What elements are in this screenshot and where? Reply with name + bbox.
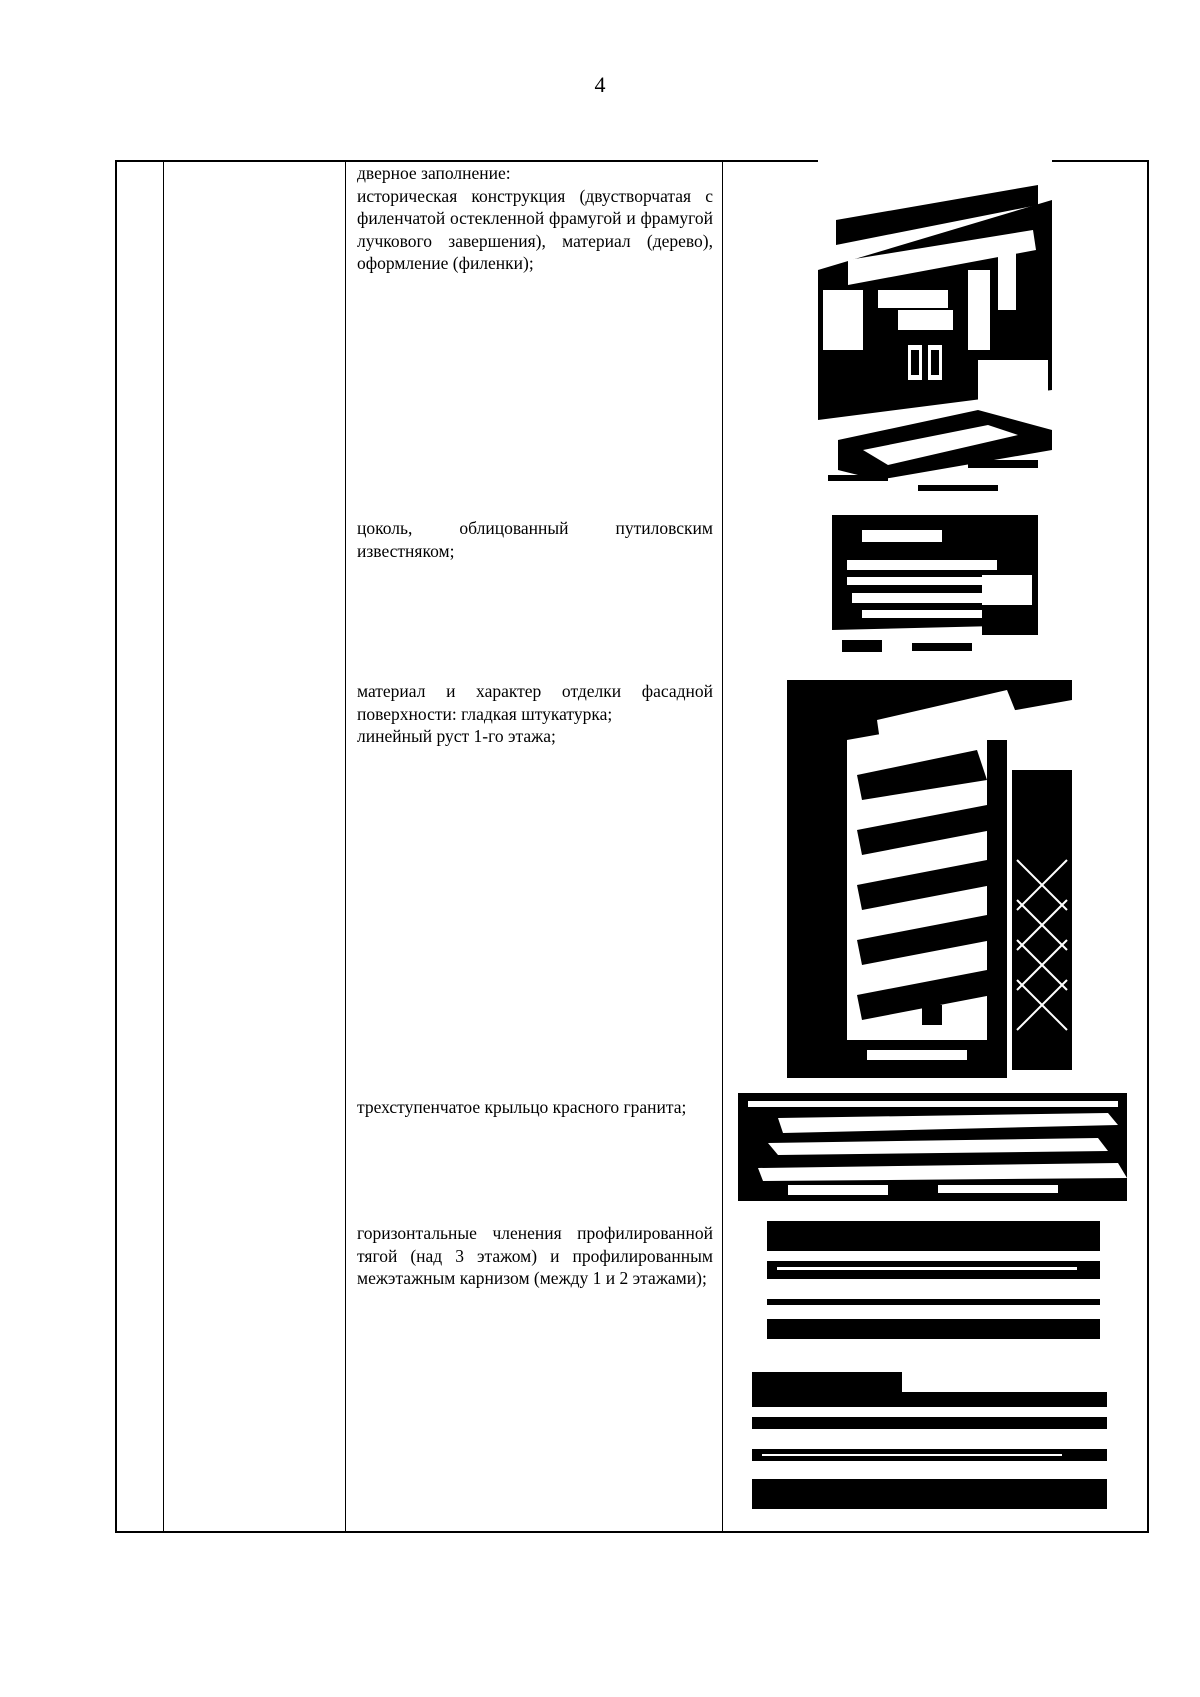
photo-cornice-upper	[767, 1221, 1100, 1339]
feature-porch-description: трехступенчатое крыльцо красного гранита;	[357, 1097, 687, 1117]
column-divider-1	[163, 162, 164, 1531]
feature-facade-finish-description: материал и характер отделки фасадной поверхности: гладкая штукатурка;	[357, 681, 713, 724]
photo-porch	[738, 1093, 1127, 1201]
page-number: 4	[594, 72, 606, 97]
photo-plinth	[832, 515, 1038, 662]
feature-door-title: дверное заполнение:	[357, 163, 511, 183]
feature-cornice	[357, 1222, 713, 1290]
photo-rustication	[787, 680, 1072, 1078]
feature-cornice-description: горизонтальные членения профилированной тягой (над 3 этажом) и профилированным межэтажным карнизом (между 1 и 2 этажами);	[357, 1223, 713, 1288]
feature-porch	[357, 1096, 713, 1119]
photo-door-facade	[818, 160, 1052, 497]
feature-facade-finish	[357, 680, 713, 748]
feature-door	[357, 162, 713, 275]
column-divider-3	[722, 162, 723, 1531]
photo-cornice-lower	[752, 1372, 1107, 1509]
column-divider-2	[345, 162, 346, 1531]
feature-door-description: историческая конструкция (двустворчатая с филенчатой остекленной фрамугой и фрамугой лучкового завершения), материал (дерево), оформление (филенки);	[357, 185, 713, 273]
feature-rustication-description: линейный руст 1-го этажа;	[357, 726, 556, 746]
feature-plinth	[357, 517, 713, 562]
feature-plinth-description: цоколь, облицованный путиловским известняком;	[357, 518, 713, 561]
